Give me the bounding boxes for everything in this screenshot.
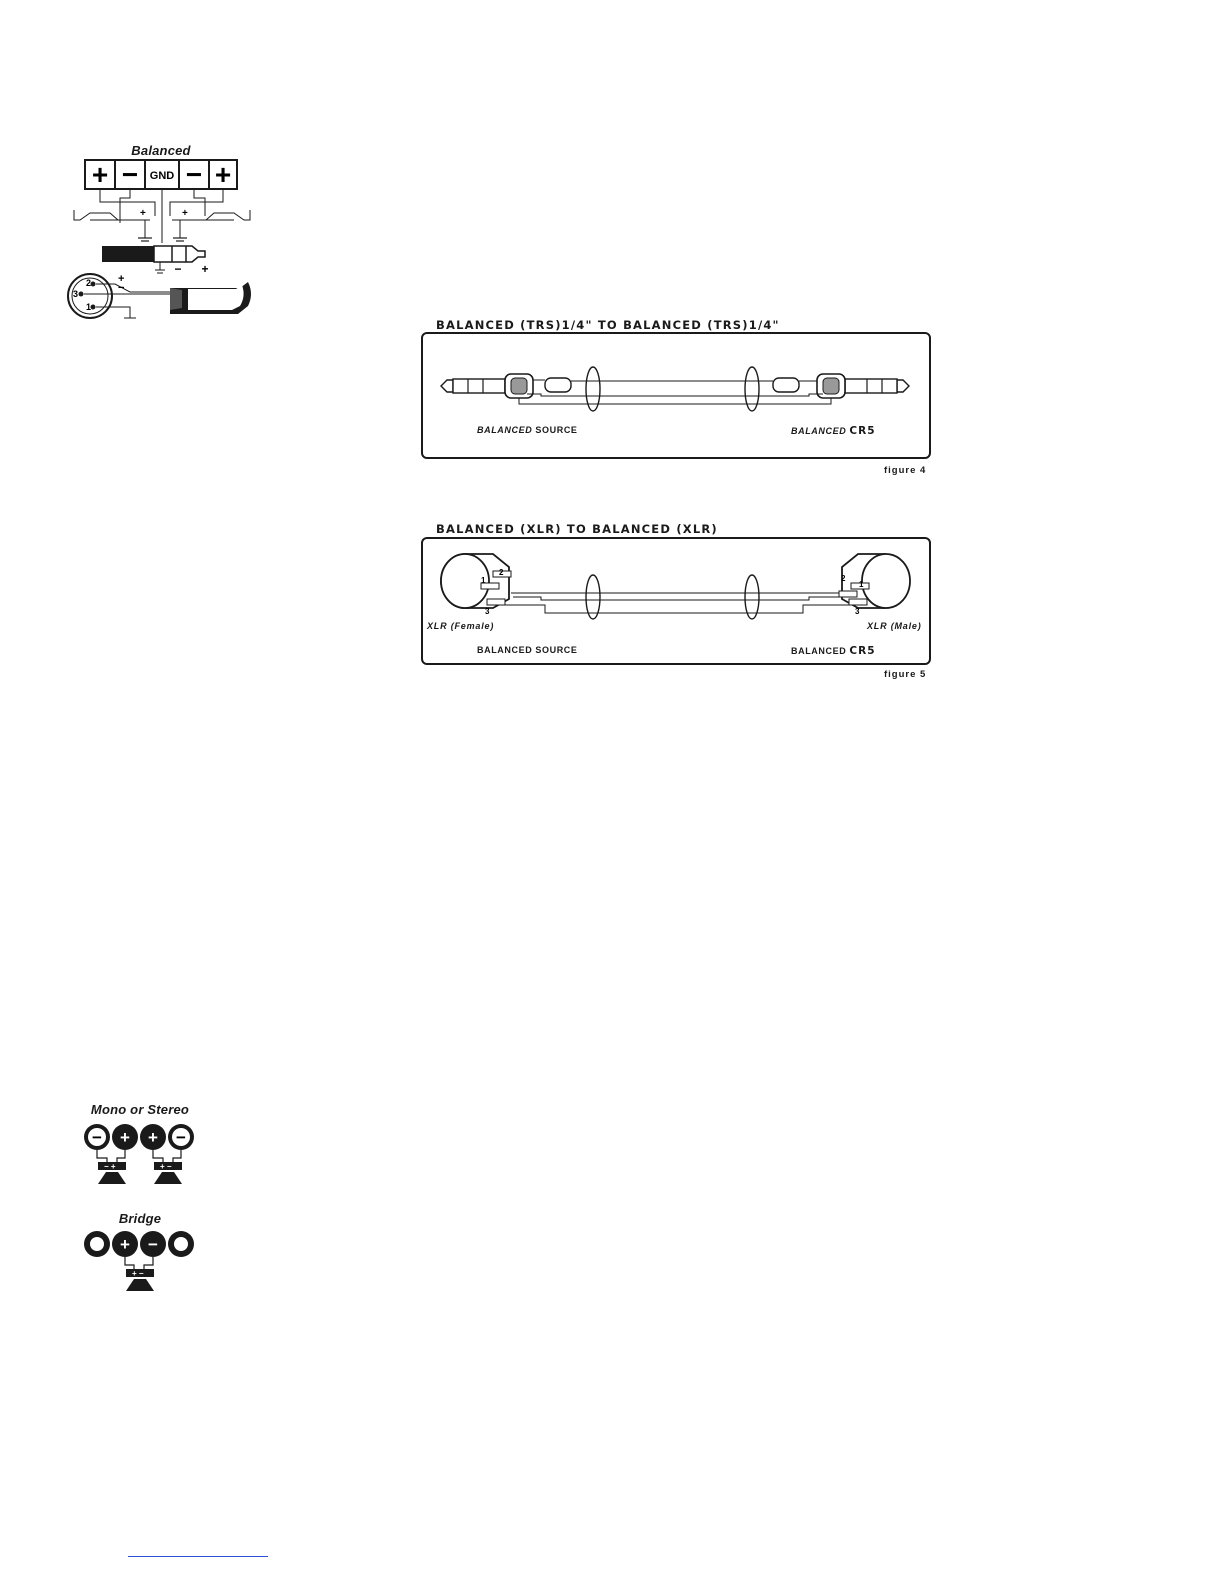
figure5-source-label: BALANCED SOURCE — [477, 645, 578, 655]
figure4-source-label: BALANCED SOURCE — [477, 425, 578, 435]
jack-plus-mark: + — [201, 262, 209, 276]
figure4-dest-label: BALANCED CR5 — [791, 425, 876, 437]
fig5-right-pin-1: 1 — [859, 580, 864, 589]
svg-text:+ −: + − — [132, 1269, 144, 1278]
terminal-minus-right: − — [185, 159, 203, 190]
figure5-cable-diagram — [423, 539, 928, 661]
post-minus-2: − — [176, 1128, 186, 1147]
svg-text:−: − — [118, 282, 125, 294]
figure5-caption: figure 5 — [884, 669, 927, 680]
bridge-post-minus: − — [148, 1235, 158, 1254]
balanced-terminal-title: Balanced — [131, 143, 191, 158]
bridge-title: Bridge — [118, 1211, 162, 1226]
bridge-diagram — [80, 1229, 200, 1299]
fig5-left-pin-1: 1 — [481, 576, 486, 585]
fig5-right-pin-2: 2 — [841, 574, 846, 583]
terminal-gnd: GND — [149, 170, 175, 182]
footer-link-underline[interactable] — [128, 1556, 268, 1557]
svg-text:+: + — [118, 273, 125, 285]
xlr-pin-1: 1 — [86, 302, 92, 312]
fig5-left-pin-3: 3 — [485, 607, 490, 616]
mono-stereo-diagram — [80, 1122, 200, 1192]
bridge-post-plus: + — [120, 1235, 130, 1254]
svg-text:− +: − + — [104, 1162, 116, 1171]
jack-minus-mark: − — [174, 262, 182, 276]
svg-text:+: + — [182, 208, 188, 219]
figure5-right-connector: XLR (Male) — [867, 621, 922, 631]
fig5-left-pin-2: 2 — [499, 568, 504, 577]
figure5-left-connector: XLR (Female) — [427, 621, 495, 631]
post-plus-1: + — [120, 1128, 130, 1147]
post-plus-2: + — [148, 1128, 158, 1147]
post-minus-1: − — [92, 1128, 102, 1147]
balanced-terminal-diagram — [60, 158, 260, 320]
xlr-pin-3: 3 — [73, 289, 79, 299]
fig5-right-pin-3: 3 — [855, 607, 860, 616]
figure5-title: BALANCED (XLR) TO BALANCED (XLR) — [436, 522, 718, 536]
figure5-panel — [421, 537, 931, 665]
mono-stereo-title: Mono or Stereo — [90, 1102, 190, 1117]
xlr-pin-2: 2 — [86, 278, 92, 288]
terminal-plus-left: + — [91, 159, 109, 190]
terminal-plus-right: + — [214, 159, 232, 190]
figure5-dest-label: BALANCED CR5 — [791, 645, 876, 657]
terminal-minus-left: − — [121, 159, 139, 190]
figure4-cable-diagram — [423, 334, 928, 456]
figure4-title: BALANCED (TRS)1/4" TO BALANCED (TRS)1/4" — [436, 318, 780, 332]
svg-text:+ −: + − — [160, 1162, 172, 1171]
svg-text:+: + — [140, 208, 146, 219]
figure4-panel — [421, 332, 931, 459]
figure4-caption: figure 4 — [884, 465, 927, 476]
